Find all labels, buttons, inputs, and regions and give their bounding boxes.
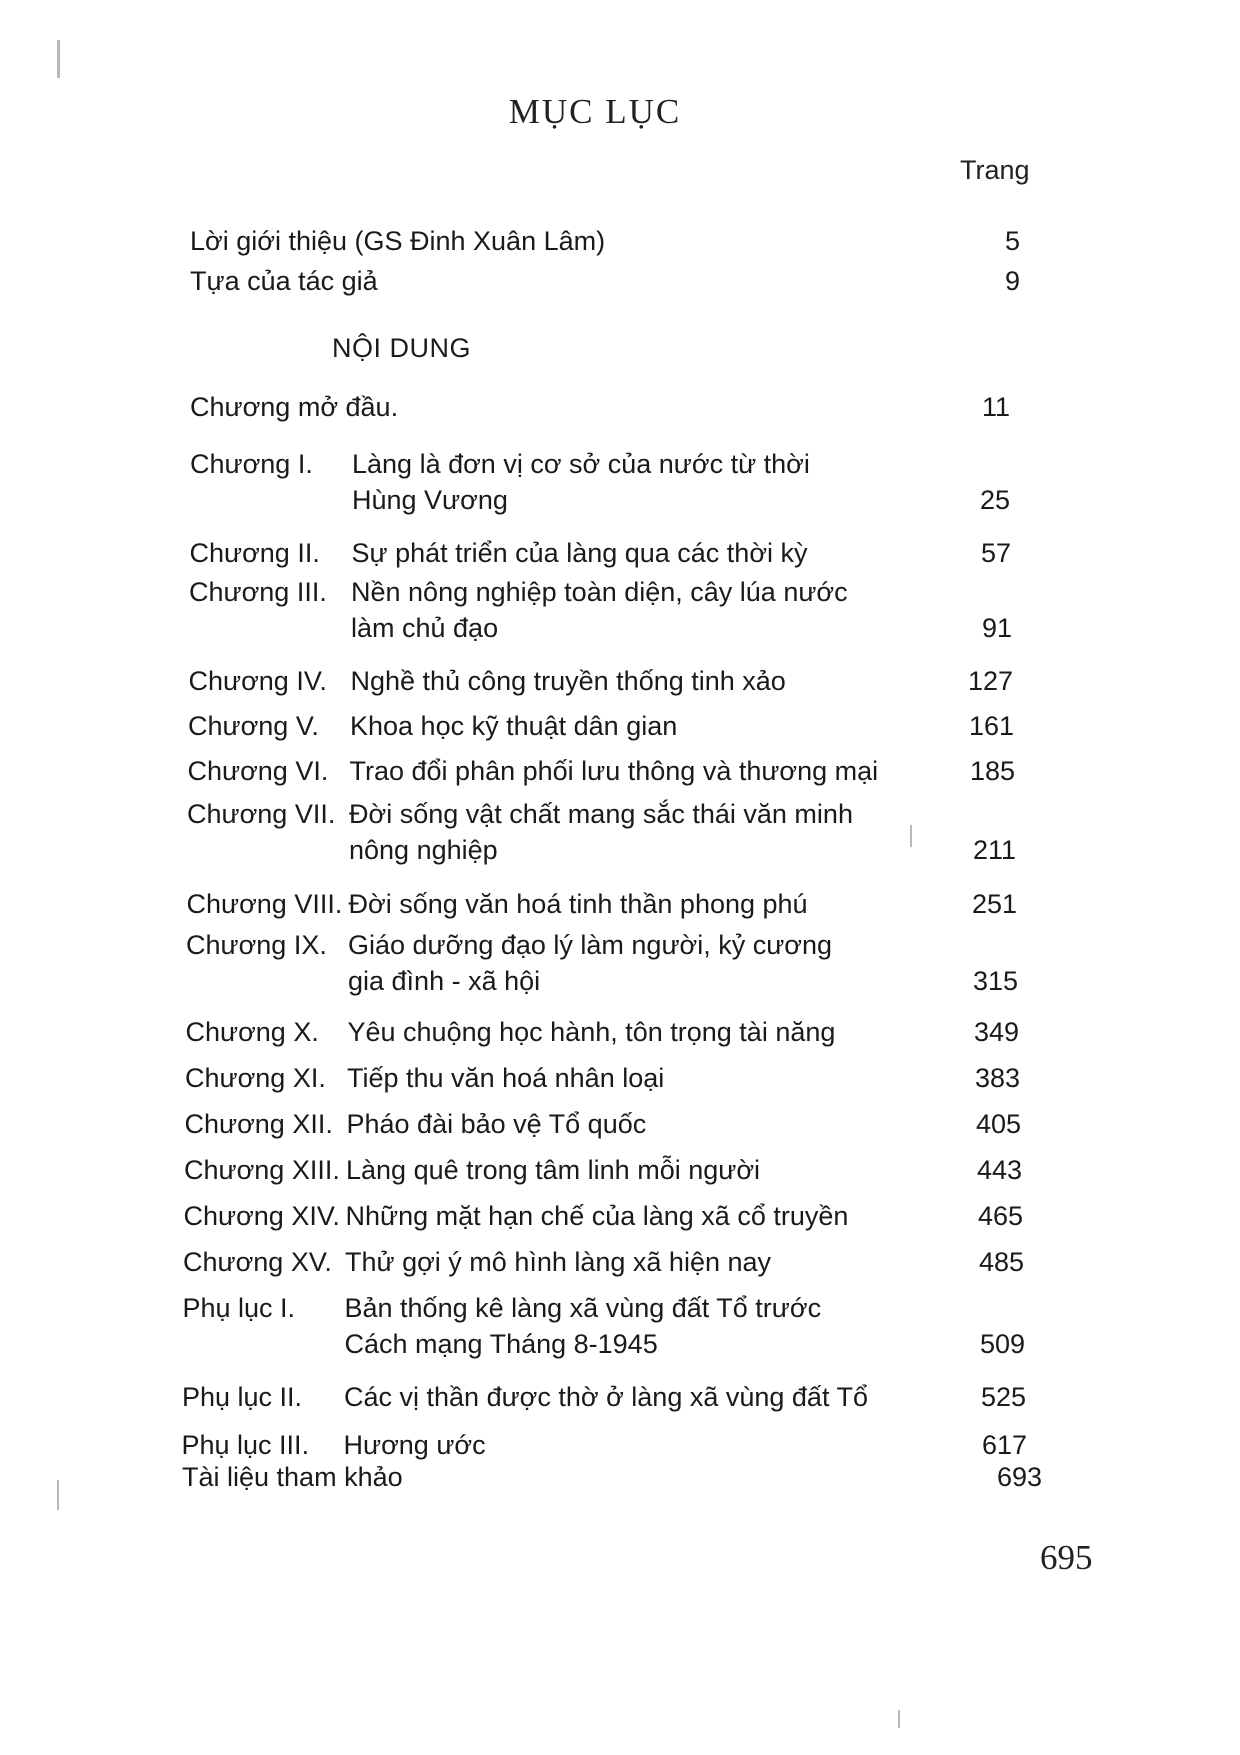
chapter-label: Chương VIII. <box>186 889 343 919</box>
chapter-title: Yêu chuộng học hành, tôn trọng tài năng <box>347 1017 836 1047</box>
chapter-title: Làng quê trong tâm linh mỗi người <box>346 1155 761 1185</box>
chapter-page: 383 <box>974 1063 1020 1093</box>
page-column-header: Trang <box>960 155 1030 185</box>
chapter-label: Chương IX. <box>186 930 327 960</box>
scan-mark <box>57 1480 59 1510</box>
chapter-page: 25 <box>979 485 1010 515</box>
chapter-label: Chương I. <box>190 449 313 479</box>
page-title: MỤC LỤC <box>508 92 682 131</box>
chapter-title: Thử gợi ý mô hình làng xã hiện nay <box>345 1247 772 1277</box>
chapter-title-continued: nông nghiệp <box>349 835 498 865</box>
chapter-title: Nghề thủ công truyền thống tinh xảo <box>350 666 786 696</box>
chapter-label: Phụ lục III. <box>181 1430 310 1460</box>
scan-mark <box>910 825 912 847</box>
chapter-label: Chương III. <box>189 577 327 607</box>
chapter-title-continued: làm chủ đạo <box>351 613 499 643</box>
scan-mark <box>898 1710 900 1728</box>
chapter-title: Bản thống kê làng xã vùng đất Tổ trước <box>344 1293 822 1323</box>
chapter-title: Các vị thần được thờ ở làng xã vùng đất Tổ <box>344 1382 868 1412</box>
chapter-page: 485 <box>978 1247 1024 1277</box>
chapter-page: 349 <box>973 1017 1019 1047</box>
chapter-title: Khoa học kỹ thuật dân gian <box>350 711 678 741</box>
chapter-page: 91 <box>981 613 1012 643</box>
chapter-label: Chương IV. <box>188 666 327 696</box>
chapter-title-continued: Hùng Vương <box>352 485 508 515</box>
chapter-label: Chương V. <box>188 711 319 741</box>
chapter-page: 57 <box>980 538 1011 568</box>
chapter-label: Chương XV. <box>183 1247 332 1277</box>
chapter-page: 251 <box>971 889 1017 919</box>
chapter-title: Giáo dưỡng đạo lý làm người, kỷ cương <box>348 930 833 960</box>
chapter-title: Nền nông nghiệp toàn diện, cây lúa nước <box>351 577 848 607</box>
chapter-title-continued: gia đình - xã hội <box>348 966 541 996</box>
chapter-title-continued: Cách mạng Tháng 8-1945 <box>344 1329 658 1359</box>
entry-title: Tài liệu tham khảo <box>182 1462 403 1492</box>
scan-mark <box>57 40 60 78</box>
chapter-label: Chương XIII. <box>184 1155 340 1185</box>
chapter-title: Những mặt hạn chế của làng xã cổ truyền <box>345 1201 849 1231</box>
chapter-label: Chương XI. <box>185 1063 326 1093</box>
chapter-page: 405 <box>975 1109 1021 1139</box>
chapter-title: Tiếp thu văn hoá nhân loại <box>347 1063 665 1093</box>
chapter-page: 185 <box>969 756 1015 786</box>
chapter-title: Pháo đài bảo vệ Tổ quốc <box>346 1109 647 1139</box>
entry-page: 9 <box>1004 266 1020 296</box>
chapter-label: Phụ lục II. <box>182 1382 303 1412</box>
chapter-title: Hương ước <box>343 1430 486 1460</box>
chapter-page: 509 <box>979 1329 1025 1359</box>
section-heading: NỘI DUNG <box>332 333 471 363</box>
entry-title: Lời giới thiệu (GS Đinh Xuân Lâm) <box>190 226 606 256</box>
chapter-label: Chương XII. <box>184 1109 333 1139</box>
entry-title: Tựa của tác giả <box>190 266 378 296</box>
entry-page: 11 <box>981 392 1010 422</box>
entry-page: 5 <box>1004 226 1020 256</box>
chapter-page: 127 <box>967 666 1013 696</box>
chapter-title: Đời sống vật chất mang sắc thái văn minh <box>349 799 853 829</box>
chapter-label: Chương II. <box>189 538 320 568</box>
chapter-page: 443 <box>976 1155 1022 1185</box>
chapter-label: Phụ lục I. <box>182 1293 296 1323</box>
entry-title: Chương mở đầu. <box>190 392 399 422</box>
chapter-title: Trao đổi phân phối lưu thông và thương mại <box>349 756 879 786</box>
chapter-page: 211 <box>972 835 1016 865</box>
chapter-label: Chương X. <box>185 1017 319 1047</box>
chapter-page: 525 <box>980 1382 1026 1412</box>
chapter-title: Sự phát triển của làng qua các thời kỳ <box>351 538 808 568</box>
chapter-page: 315 <box>972 966 1018 996</box>
chapter-title: Đời sống văn hoá tinh thần phong phú <box>348 889 808 919</box>
chapter-page: 465 <box>977 1201 1023 1231</box>
chapter-label: Chương XIV. <box>183 1201 340 1231</box>
footer-page-number: 695 <box>1040 1538 1093 1577</box>
entry-page: 693 <box>996 1462 1042 1492</box>
chapter-title: Làng là đơn vị cơ sở của nước từ thời <box>352 449 810 479</box>
chapter-page: 161 <box>968 711 1014 741</box>
chapter-page: 617 <box>981 1430 1027 1460</box>
chapter-label: Chương VI. <box>187 756 329 786</box>
chapter-label: Chương VII. <box>187 799 336 829</box>
